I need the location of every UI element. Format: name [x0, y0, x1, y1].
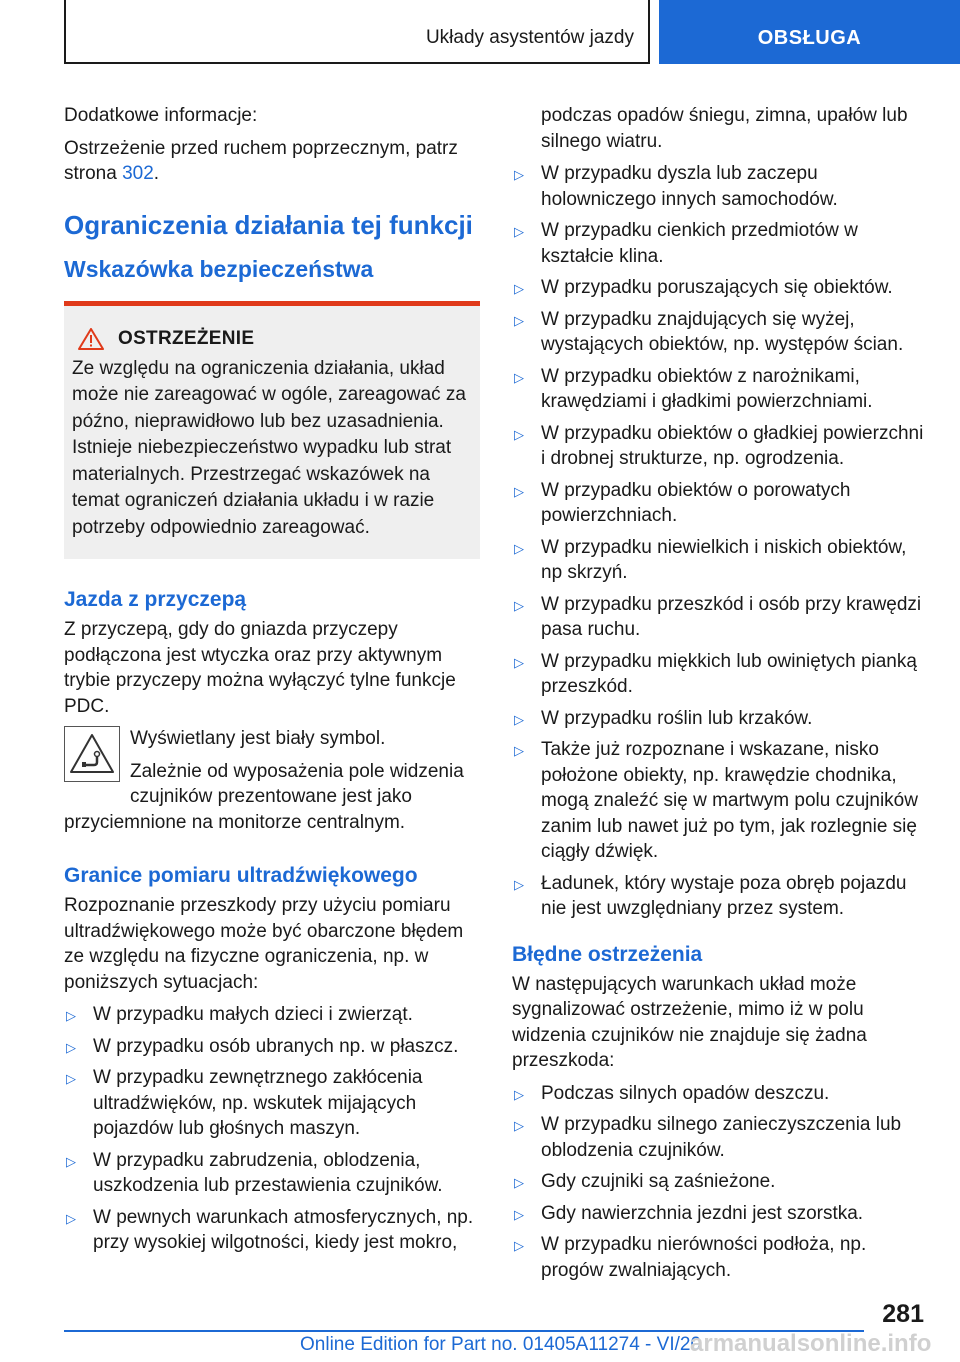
ultrasound-list-continued	[512, 161, 928, 922]
bullet-triangle-icon: ▷	[514, 711, 524, 727]
bullet-triangle-icon: ▷	[66, 1071, 76, 1086]
bullet-triangle-icon: ▷	[514, 483, 524, 499]
list-item: ▷ W przypadku małych dzieci i zwierząt.	[64, 1002, 480, 1028]
list-item: ▷ W przypadku nierówności podłoża, np. progów zwalniających.	[514, 1234, 867, 1281]
list-item: ▷ W przypadku zewnętrznego zakłócenia ultradźwięków, np. wskutek mijających pojazdów lub głośnych maszyn.	[66, 1067, 423, 1139]
list-item: ▷ W przypadku roślin lub krzaków.	[512, 706, 928, 732]
chapter-tab-label: OBSŁUGA	[757, 27, 862, 49]
list-item: ▷ W przypadku dyszla lub zaczepu holowniczego innych samochodów.	[514, 163, 838, 210]
warning-icon	[78, 328, 104, 350]
ultrasound-paragraph: Rozpoznanie przeszkody przy użyciu pomiaru ultradźwiękowego może być obarczone błędem ze względu na fizyczne ograniczenia, np. w poniższych sytuacjach:	[64, 895, 464, 993]
page-number: 281	[882, 1300, 924, 1328]
bullet-triangle-icon: ▷	[514, 281, 524, 296]
heading-false-warnings: Błędne ostrzeżenia	[512, 942, 703, 966]
bullet-triangle-icon: ▷	[514, 540, 524, 556]
heading-trailer: Jazda z przyczepą	[64, 588, 247, 611]
bullet-triangle-icon: ▷	[514, 654, 524, 670]
list-item: ▷ Także już rozpoznane i wskazane, nisko położone obiekty, np. krawędzie chodnika, mogą znaleźć się w martwym polu czujników zanim lub nawet już po tym, jak rozlegnie się ciągły dźwięk.	[514, 739, 918, 862]
section-title: Układy asystentów jazdy	[425, 27, 634, 48]
list-item: ▷ W przypadku miękkich lub owiniętych pianką przeszkód.	[514, 650, 917, 697]
list-item: ▷ W przypadku zabrudzenia, oblodzenia, uszkodzenia lub przestawienia czujników.	[66, 1149, 443, 1196]
list-item: ▷ W przypadku obiektów o gładkiej powierzchni i drobnej strukturze, np. ogrodzenia.	[514, 422, 924, 469]
heading-limits: Ograniczenia działania tej funkcji	[64, 209, 473, 240]
bullet-triangle-icon: ▷	[514, 1206, 524, 1222]
list-item: ▷ W przypadku obiektów o porowatych powierzchniach.	[514, 479, 851, 526]
symbol-text-1: Wyświetlany jest biały symbol.	[130, 728, 386, 749]
bullet-triangle-icon: ▷	[514, 1238, 524, 1253]
intro-label: Dodatkowe informacje:	[64, 105, 258, 126]
bullet-triangle-icon: ▷	[66, 1210, 76, 1226]
list-item: ▷ W przypadku cienkich przedmiotów w kształcie klina.	[514, 220, 858, 267]
watermark: armanualsonline.info	[690, 1330, 932, 1357]
bullet-triangle-icon: ▷	[514, 312, 524, 328]
left-column	[64, 103, 480, 1262]
list-item: ▷ W przypadku silnego zanieczyszczenia lub oblodzenia czujników.	[514, 1114, 902, 1161]
list-item: ▷ Gdy czujniki są zaśnieżone.	[512, 1169, 928, 1195]
bullet-triangle-icon: ▷	[514, 597, 524, 613]
heading-ultrasound: Granice pomiaru ultradźwiękowego	[64, 864, 418, 887]
list-item: ▷ W przypadku przeszkód i osób przy krawędzi pasa ruchu.	[514, 593, 922, 640]
bullet-triangle-icon: ▷	[514, 1086, 524, 1102]
bullet-triangle-icon: ▷	[514, 743, 524, 758]
warning-text: Ze względu na ograniczenia działania, układ może nie zareagować w ogóle, zareagować za późno, nieprawidłowo lub bez uzasadnienia. Istnieje niebezpieczeństwo wypadku lub strat materialnych. Przestrzegać wskazówek na temat ograniczeń działania układu i w razie potrzeby odpowiednio zareagować.	[72, 357, 466, 538]
list-item: ▷ Ładunek, który wystaje poza obręb pojazdu nie jest uwzględniany przez system.	[514, 872, 907, 919]
warning-box	[64, 301, 480, 560]
bullet-triangle-icon: ▷	[66, 1153, 76, 1169]
bullet-triangle-icon: ▷	[514, 1175, 524, 1190]
bullet-triangle-icon: ▷	[514, 876, 524, 892]
warning-title: OSTRZEŻENIE	[118, 327, 255, 349]
list-item: ▷ W przypadku osób ubranych np. w płaszcz.	[64, 1034, 480, 1060]
list-item: ▷ W przypadku znajdujących się wyżej, wystających obiektów, np. występów ścian.	[514, 308, 904, 355]
bullet-triangle-icon: ▷	[66, 1039, 76, 1055]
continued-text: podczas opadów śniegu, zimna, upałów lub silnego wiatru.	[541, 105, 908, 152]
false-warnings-paragraph: W następujących warunkach układ może sygnalizować ostrzeżenie, mimo iż w polu widzenia czujników nie znajduje się żadna przeszkoda:	[512, 973, 867, 1071]
right-column	[512, 103, 928, 1289]
bullet-triangle-icon: ▷	[514, 224, 524, 239]
false-warnings-list	[512, 1081, 928, 1284]
trailer-symbol-icon	[64, 726, 120, 782]
bullet-triangle-icon: ▷	[514, 1118, 524, 1133]
intro-paragraph: Ostrzeżenie przed ruchem poprzecznym, patrz strona 302.	[64, 137, 458, 184]
header-frame	[64, 0, 650, 64]
list-item: ▷ W przypadku niewielkich i niskich obiektów, np skrzyń.	[514, 536, 907, 583]
ultrasound-list	[64, 1002, 480, 1256]
list-item: ▷ W przypadku poruszających się obiektów.	[512, 275, 928, 301]
trailer-symbol-block	[64, 726, 480, 835]
list-item: ▷ W pewnych warunkach atmosferycznych, np. przy wysokiej wilgotności, kiedy jest mokro,	[66, 1206, 474, 1253]
heading-safety: Wskazówka bezpieczeństwa	[64, 255, 374, 282]
list-item: ▷ Podczas silnych opadów deszczu.	[512, 1081, 928, 1107]
bullet-triangle-icon: ▷	[514, 426, 524, 442]
chapter-tab[interactable]	[659, 0, 960, 64]
list-item: ▷ W przypadku obiektów z narożnikami, krawędziami i gładkimi powierzchniami.	[514, 365, 873, 412]
edition-text: Online Edition for Part no. 01405A11274 - VI/20	[300, 1334, 702, 1355]
bullet-triangle-icon: ▷	[514, 369, 524, 385]
symbol-text-2: Zależnie od wyposażenia pole widzenia czujników prezentowane jest jako przyciemnione na monitorze centralnym.	[64, 760, 464, 833]
bullet-triangle-icon: ▷	[514, 167, 524, 182]
page-link[interactable]: 302	[122, 163, 154, 184]
trailer-paragraph: Z przyczepą, gdy do gniazda przyczepy podłączona jest wtyczka oraz przy aktywnym trybie przyczepy można wyłączyć tylne funkcje PDC.	[64, 619, 456, 717]
bullet-triangle-icon: ▷	[66, 1008, 76, 1023]
list-item: ▷ Gdy nawierzchnia jezdni jest szorstka.	[512, 1201, 928, 1227]
